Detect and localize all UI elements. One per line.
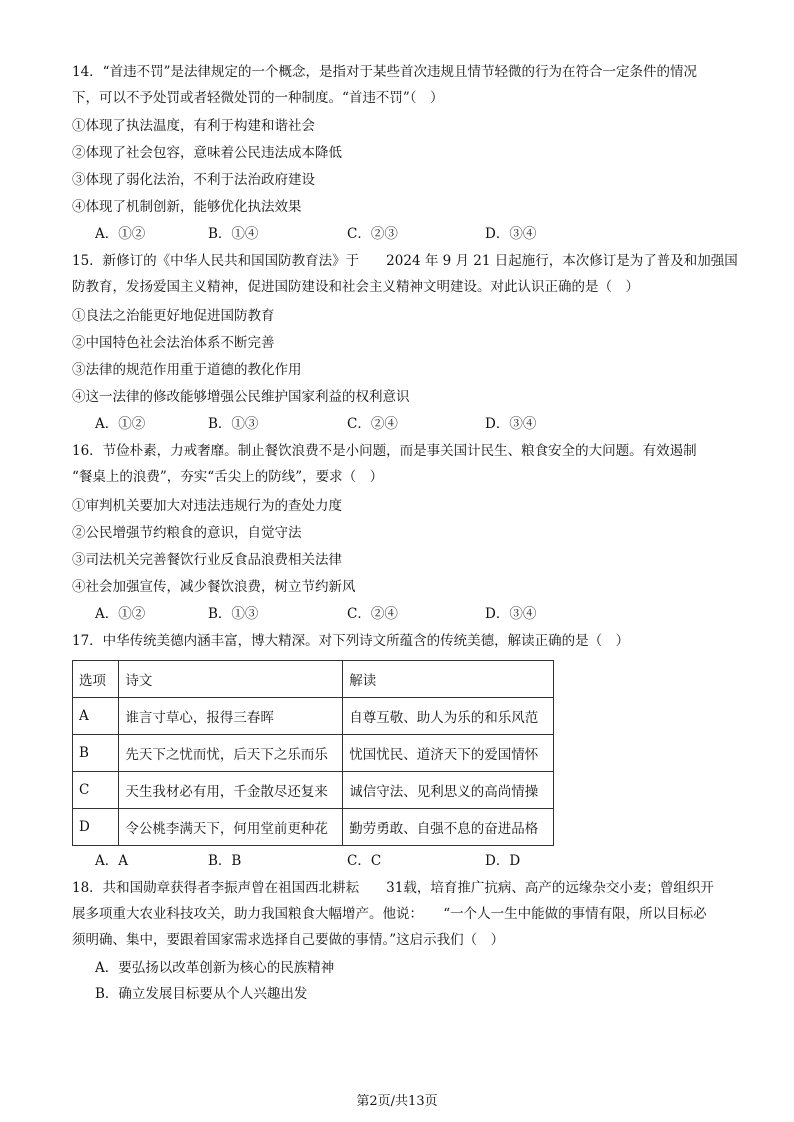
q16-choice-c[interactable]: C．②④ [347,606,398,622]
table-row [73,772,554,809]
table-row [73,809,554,846]
table-cell-option: D [73,809,119,846]
q17-choice-b[interactable]: B．B [208,853,242,869]
q14-option-3: ③体现了弱化法治，不利于法治政府建设 [72,172,315,188]
table-cell-option: C [73,772,119,809]
q15-option-4: ④这一法律的修改能够增强公民维护国家利益的权利意识 [72,389,410,405]
q17-choice-a[interactable]: A．A [95,853,128,869]
page-footer: 第2页/共13页 [356,1094,438,1109]
q15-option-3: ③法律的规范作用重于道德的教化作用 [72,362,302,378]
q14-option-1: ①体现了执法温度，有利于构建和谐社会 [72,118,315,134]
q16-stem-line2: “餐桌上的浪费”，夯实“舌尖上的防线”，要求（ ） [72,469,384,485]
q17-poem-table [72,660,554,846]
table-row [73,698,554,735]
table-cell-poem: 先天下之忧而忧，后天下之乐而乐 [119,735,343,772]
q14-stem-line2: 下，可以不予处罚或者轻微处罚的一种制度。“首违不罚”（ ） [72,90,444,106]
q16-option-1: ①审判机关要加大对违法违规行为的查处力度 [72,498,342,514]
table-cell-poem: 天生我材必有用，千金散尽还复来 [119,772,343,809]
q15-option-1: ①良法之治能更好地促进国防教育 [72,308,275,324]
q14-choices [95,224,655,244]
q17-choice-d[interactable]: D．D [485,853,521,869]
q15-choice-a[interactable]: A．①② [95,416,146,432]
q15-choice-c[interactable]: C．②④ [347,416,398,432]
table-cell-interpretation: 诚信守法、见利思义的高尚情操 [343,772,554,809]
q14-option-2: ②体现了社会包容，意味着公民违法成本降低 [72,145,342,161]
q14-choice-b[interactable]: B．①④ [208,226,259,242]
table-header-poem: 诗文 [119,661,343,698]
table-header-row [73,661,554,698]
q14-choice-c[interactable]: C．②③ [347,226,398,242]
q18-stem-line2: 展多项重大农业科技攻关，助力我国粮食大幅增产。他说： “一个人一生中能做的事情有限，所以目标必 [72,906,707,922]
q16-option-2: ②公民增强节约粮食的意识，自觉守法 [72,525,302,541]
q18-choice-a[interactable]: A．要弘扬以改革创新为核心的民族精神 [95,960,335,976]
q15-choice-b[interactable]: B．①③ [208,416,259,432]
q15-choices [95,414,655,434]
q16-choice-b[interactable]: B．①③ [208,606,259,622]
q16-choices [95,604,655,624]
table-header-option: 选项 [73,661,119,698]
table-row [73,735,554,772]
table-cell-poem: 谁言寸草心，报得三春晖 [119,698,343,735]
table-cell-interpretation: 忧国忧民、道济天下的爱国情怀 [343,735,554,772]
q15-option-2: ②中国特色社会法治体系不断完善 [72,335,275,351]
q14-stem-line1: 14．“首违不罚”是法律规定的一个概念，是指对于某些首次违规且情节轻微的行为在符合一定条件的情况 [72,64,697,80]
q18-stem-line3: 须明确、集中，要跟着国家需求选择自己要做的事情。”这启示我们（ ） [72,932,505,948]
q17-choices [95,851,655,871]
q14-option-4: ④体现了机制创新，能够优化执法效果 [72,199,302,215]
q16-choice-a[interactable]: A．①② [95,606,146,622]
table-cell-option: A [73,698,119,735]
q16-option-3: ③司法机关完善餐饮行业反食品浪费相关法律 [72,552,342,568]
q16-stem-line1: 16．节俭朴素，力戒奢靡。制止餐饮浪费不是小问题，而是事关国计民生、粮食安全的大问题。有效遏制 [72,443,697,459]
table-header-interpretation: 解读 [343,661,554,698]
q14-choice-d[interactable]: D．③④ [485,226,537,242]
q16-option-4: ④社会加强宣传，减少餐饮浪费，树立节约新风 [72,579,356,595]
q15-stem-line1: 15．新修订的《中华人民共和国国防教育法》于 2024 年 9 月 21 日起施行，本次修订是为了普及和加强国 [72,253,738,269]
table-cell-interpretation: 自尊互敬、助人为乐的和乐风范 [343,698,554,735]
q17-stem-line1: 17．中华传统美德内涵丰富，博大精深。对下列诗文所蕴含的传统美德，解读正确的是（ ） [72,633,630,649]
q18-choice-b[interactable]: B．确立发展目标要从个人兴趣出发 [95,986,308,1002]
table-cell-poem: 令公桃李满天下，何用堂前更种花 [119,809,343,846]
q18-stem-line1: 18．共和国勋章获得者李振声曾在祖国西北耕耘 31载，培育推广抗病、高产的远缘杂交小麦；曾组织开 [72,880,714,896]
table-cell-option: B [73,735,119,772]
table-cell-interpretation: 勤劳勇敢、自强不息的奋进品格 [343,809,554,846]
q15-stem-line2: 防教育，发扬爱国主义精神，促进国防建设和社会主义精神文明建设。对此认识正确的是（ ） [72,279,639,295]
q14-choice-a[interactable]: A．①② [95,226,146,242]
q15-choice-d[interactable]: D．③④ [485,416,537,432]
q16-choice-d[interactable]: D．③④ [485,606,537,622]
q17-choice-c[interactable]: C．C [347,853,382,869]
